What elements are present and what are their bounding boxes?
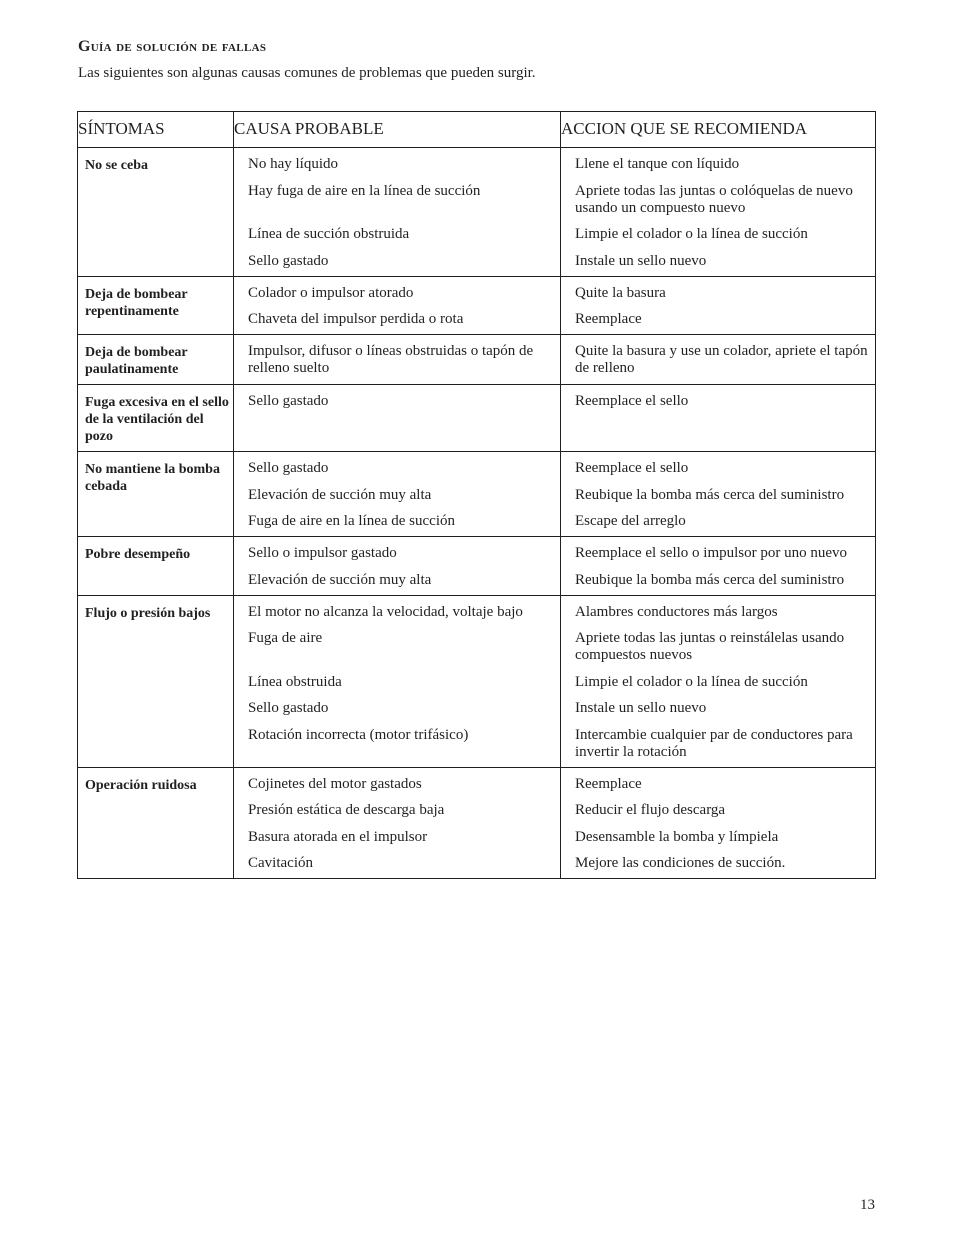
cause-cell — [234, 537, 561, 596]
action-cell — [561, 452, 876, 537]
cause-item: Sello gastado — [248, 700, 329, 716]
table-row — [78, 595, 876, 767]
cause-item: Sello gastado — [248, 393, 329, 409]
symptom-cell: Deja de bombear repentinamente — [78, 276, 234, 335]
cause-item: Cojinetes del motor gastados — [248, 775, 422, 792]
table-header-row — [78, 112, 876, 148]
table-row — [78, 537, 876, 596]
action-item: Alambres conductores más largos — [575, 603, 778, 620]
table-row — [78, 385, 876, 452]
table-row — [78, 452, 876, 537]
symptom-cell: Deja de bombear paulatinamente — [78, 335, 234, 385]
action-item: Instale un sello nuevo — [575, 252, 707, 269]
column-header-cause: CAUSA PROBABLE — [234, 112, 561, 148]
action-item: Quite la basura — [575, 284, 666, 301]
symptom-cell: Flujo o presión bajos — [78, 595, 234, 767]
cause-item: Rotación incorrecta (motor trifásico) — [248, 726, 469, 743]
cause-item: Impulsor, difusor o líneas obstruidas o tapón de relleno suelto — [248, 343, 534, 376]
cause-item: Presión estática de descarga baja — [248, 802, 445, 818]
symptom-cell: Fuga excesiva en el sello de la ventilación del pozo — [78, 385, 234, 452]
symptom-cell: No se ceba — [78, 148, 234, 277]
cause-cell — [234, 148, 561, 277]
page-number: 13 — [860, 1197, 875, 1213]
cause-item: Sello o impulsor gastado — [248, 545, 397, 561]
cause-item: Fuga de aire — [248, 630, 323, 646]
action-cell — [561, 148, 876, 277]
action-cell — [561, 767, 876, 879]
action-item: Intercambie cualquier par de conductores para invertir la rotación — [575, 726, 853, 760]
action-item: Quite la basura y use un colador, apriete el tapón de relleno — [575, 343, 868, 376]
cause-item: Sello gastado — [248, 252, 329, 269]
action-item: Apriete todas las juntas o reinstálelas usando compuestos nuevos — [575, 630, 845, 663]
action-item: Mejore las condiciones de succión. — [575, 855, 786, 871]
cause-item: Sello gastado — [248, 460, 329, 476]
symptom-cell: Operación ruidosa — [78, 767, 234, 879]
cause-item: Chaveta del impulsor perdida o rota — [248, 311, 464, 327]
cause-cell — [234, 767, 561, 879]
action-cell — [561, 335, 876, 385]
cause-item: Línea obstruida — [248, 673, 342, 690]
cause-cell — [234, 452, 561, 537]
cause-item: Basura atorada en el impulsor — [248, 828, 428, 845]
action-item: Reemplace el sello — [575, 393, 689, 409]
action-item: Limpie el colador o la línea de succión — [575, 226, 808, 242]
action-item: Escape del arreglo — [575, 513, 686, 529]
action-item: Llene el tanque con líquido — [575, 156, 740, 172]
cause-item: Fuga de aire en la línea de succión — [248, 513, 455, 529]
cause-item: Colador o impulsor atorado — [248, 284, 414, 301]
cause-item: El motor no alcanza la velocidad, voltaje bajo — [248, 603, 523, 620]
cause-item: Elevación de succión muy alta — [248, 486, 432, 503]
action-item: Reducir el flujo descarga — [575, 802, 726, 818]
cause-cell — [234, 335, 561, 385]
cause-cell — [234, 595, 561, 767]
table-row — [78, 148, 876, 277]
action-cell — [561, 595, 876, 767]
action-item: Reemplace — [575, 775, 642, 792]
action-cell — [561, 276, 876, 335]
action-item: Reemplace — [575, 311, 642, 327]
action-item: Reubique la bomba más cerca del suministro — [575, 571, 845, 588]
action-item: Reemplace el sello o impulsor por uno nuevo — [575, 545, 848, 561]
action-item: Instale un sello nuevo — [575, 700, 707, 716]
page-title: Guía de solución de fallas — [78, 38, 267, 55]
cause-cell — [234, 276, 561, 335]
table-row — [78, 767, 876, 879]
cause-cell — [234, 385, 561, 452]
cause-item: Elevación de succión muy alta — [248, 571, 432, 588]
intro-text: Las siguientes son algunas causas comunes de problemas que pueden surgir. — [78, 65, 536, 81]
action-cell — [561, 385, 876, 452]
cause-item: Línea de succión obstruida — [248, 226, 410, 242]
action-item: Desensamble la bomba y límpiela — [575, 828, 779, 845]
cause-item: No hay líquido — [248, 156, 338, 172]
symptom-cell: Pobre desempeño — [78, 537, 234, 596]
action-item: Reemplace el sello — [575, 460, 689, 476]
action-cell — [561, 537, 876, 596]
troubleshooting-table — [77, 111, 876, 879]
action-item: Reubique la bomba más cerca del suministro — [575, 486, 845, 503]
table-row — [78, 335, 876, 385]
action-item: Limpie el colador o la línea de succión — [575, 673, 808, 690]
symptom-cell: No mantiene la bomba cebada — [78, 452, 234, 537]
cause-item: Hay fuga de aire en la línea de succión — [248, 182, 481, 199]
cause-item: Cavitación — [248, 855, 313, 871]
action-item: Apriete todas las juntas o colóquelas de nuevo usando un compuesto nuevo — [575, 182, 853, 216]
table-row — [78, 276, 876, 335]
column-header-symptoms: SÍNTOMAS — [78, 112, 234, 148]
column-header-action: ACCION QUE SE RECOMIENDA — [561, 112, 876, 148]
